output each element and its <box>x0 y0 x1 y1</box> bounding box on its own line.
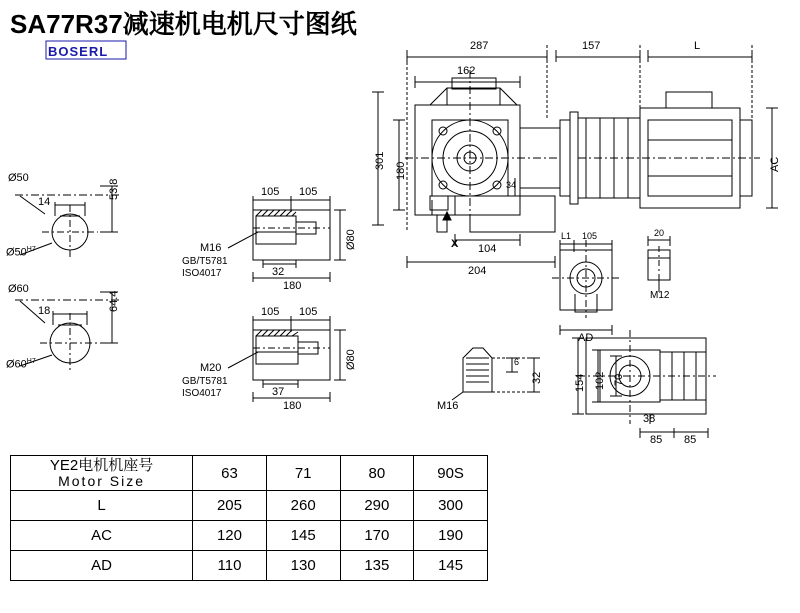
page-title: SA77R37减速机电机尺寸图纸 <box>10 9 357 39</box>
row-label-motor-size-cn: YE2电机机座号 <box>49 457 154 474</box>
dim-162: 162 <box>457 65 476 77</box>
row-label-AD: AD <box>11 551 193 581</box>
dim-287: 287 <box>470 40 489 52</box>
dim-301: 301 <box>374 151 386 170</box>
dim-AC: AC <box>769 156 781 172</box>
brand-logo: BOSERL <box>48 44 109 59</box>
table-row <box>11 521 488 551</box>
dim-104: 104 <box>478 243 497 255</box>
dim-shaft-bot-dia: Ø60 <box>8 283 29 295</box>
dim-157: 157 <box>582 40 601 52</box>
dim-flange-a-105-2: 105 <box>299 186 318 198</box>
dim-flange-b-105-1: 105 <box>261 306 280 318</box>
dim-flange-b-37: 37 <box>272 386 285 398</box>
dim-flange-a-32: 32 <box>272 266 285 278</box>
dim-85-1: 85 <box>650 434 663 446</box>
dim-AD: AD <box>578 332 594 344</box>
dim-L: L <box>694 40 701 52</box>
label-m16-cone: M16 <box>437 400 459 412</box>
table-row <box>11 551 488 581</box>
row-label-AC: AC <box>11 521 193 551</box>
dim-flange-b-180: 180 <box>283 400 302 412</box>
cell-L-3: 300 <box>414 491 488 521</box>
label-gb-b: GB/T5781 <box>182 376 228 387</box>
dim-flange-b-dia80: Ø80 <box>345 349 357 370</box>
dim-204: 204 <box>468 265 487 277</box>
dim-flange-b-105-2: 105 <box>299 306 318 318</box>
cell-size-3: 90S <box>414 456 488 491</box>
cell-size-0: 63 <box>193 456 267 491</box>
dim-flange-a-dia80: Ø80 <box>345 229 357 250</box>
cell-AD-1: 130 <box>266 551 340 581</box>
label-m16-a: M16 <box>200 242 222 254</box>
cell-L-1: 260 <box>266 491 340 521</box>
dim-shaft-top-key: 14 <box>38 196 51 208</box>
dim-shaft-bot-height: 64.4 <box>108 290 120 312</box>
row-label-L: L <box>11 491 193 521</box>
cell-size-2: 80 <box>340 456 414 491</box>
table-row <box>11 491 488 521</box>
cell-L-2: 290 <box>340 491 414 521</box>
dim-shaft-bot-dia-h7: $Ø60^{H7}$ <box>6 358 36 371</box>
cell-AC-2: 170 <box>340 521 414 551</box>
marker-X: X <box>451 238 459 250</box>
label-m20-b: M20 <box>200 362 222 374</box>
cell-AC-1: 145 <box>266 521 340 551</box>
row-label-motor-size <box>11 456 193 491</box>
dim-180: 180 <box>395 161 407 180</box>
label-iso-b: ISO4017 <box>182 388 222 399</box>
dim-sub-105: 105 <box>582 231 598 241</box>
dim-70: 70 <box>613 373 625 386</box>
cell-size-1: 71 <box>266 456 340 491</box>
cell-L-0: 205 <box>193 491 267 521</box>
dim-34: 34 <box>506 180 517 190</box>
dim-flange-a-180: 180 <box>283 280 302 292</box>
dim-shaft-top-dia-h7: $Ø50^{H7}$ <box>6 246 36 259</box>
label-iso-a: ISO4017 <box>182 268 222 279</box>
cell-AD-0: 110 <box>193 551 267 581</box>
row-label-motor-size-en: Motor Size <box>58 472 146 489</box>
dim-cone-6: 6 <box>514 357 520 367</box>
dim-shaft-bot-key: 18 <box>38 305 51 317</box>
cell-AC-3: 190 <box>414 521 488 551</box>
dim-sub-20: 20 <box>654 228 665 238</box>
cell-AC-0: 120 <box>193 521 267 551</box>
cell-AD-3: 145 <box>414 551 488 581</box>
dim-flange-a-105-1: 105 <box>261 186 280 198</box>
dim-shaft-top-dia: Ø50 <box>8 172 29 184</box>
dim-38: 38 <box>643 413 656 425</box>
label-m12: M12 <box>650 290 670 301</box>
dim-154: 154 <box>574 373 586 392</box>
motor-size-table <box>10 455 488 581</box>
dim-shaft-top-height: 53.8 <box>108 178 120 200</box>
dim-L1: L1 <box>561 231 572 241</box>
dim-cone-32: 32 <box>531 371 543 384</box>
label-gb-a: GB/T5781 <box>182 256 228 267</box>
dim-102: 102 <box>594 371 606 390</box>
cell-AD-2: 135 <box>340 551 414 581</box>
dim-85-2: 85 <box>684 434 697 446</box>
